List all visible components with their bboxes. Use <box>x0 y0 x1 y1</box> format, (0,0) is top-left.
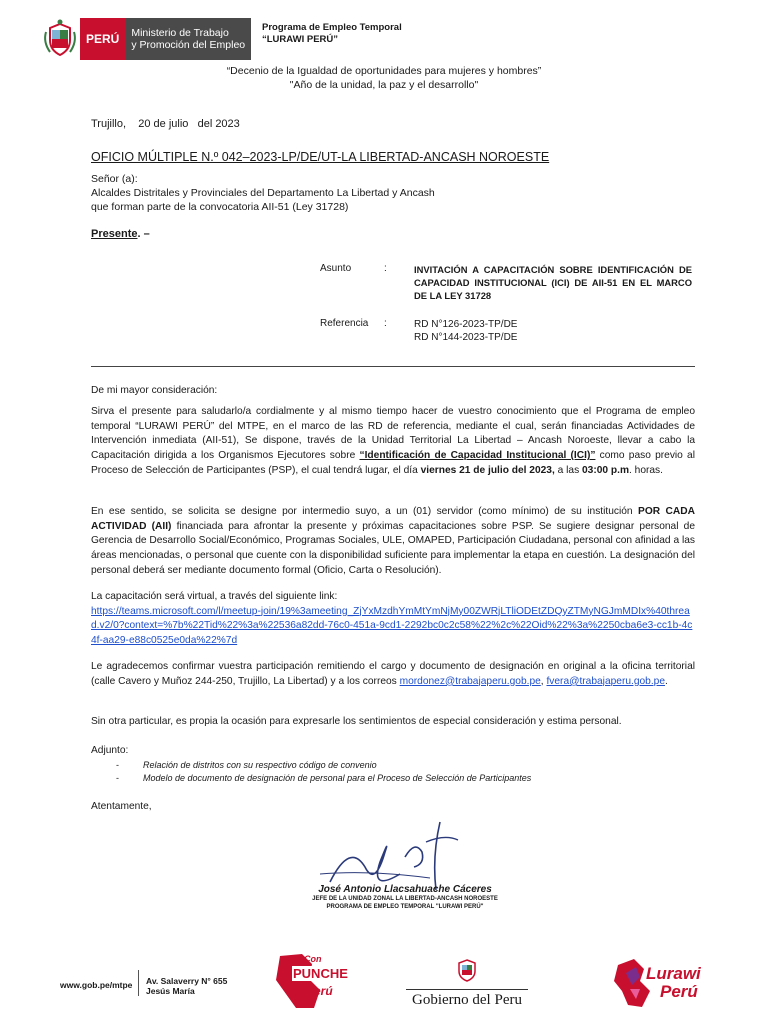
con-punche-peru-logo <box>268 950 352 1012</box>
referencia-label: Referencia <box>320 318 369 329</box>
ministry-line-2: y Promoción del Empleo <box>131 39 246 51</box>
p4-sep: , <box>540 675 547 687</box>
asunto-label: Asunto <box>320 263 352 274</box>
p4-text-a: Le agradecemos confirmar vuestra participación remitiendo el cargo y documento de designación en original a la oficina territorial (calle Cavero y Muñoz 244-250, Trujillo, La Libertad) y a los correos <box>91 661 695 687</box>
recipient-line-1: Señor (a): <box>91 173 138 185</box>
presente-suffix: . – <box>137 228 150 240</box>
email-link-2[interactable]: fvera@trabajaperu.gob.pe <box>546 675 665 687</box>
ministry-line-1: Ministerio de Trabajo <box>131 27 229 39</box>
referencia-line-1: RD N°126-2023-TP/DE <box>414 319 518 330</box>
p1-text-e: a las <box>554 464 582 476</box>
gobierno-divider <box>406 989 528 990</box>
p4-end: . <box>665 675 668 687</box>
decade-line-1: “Decenio de la Igualdad de oportunidades para mujeres y hombres” <box>226 65 542 77</box>
paragraph-5: Sin otra particular, es propia la ocasión para expresarle los sentimientos de especial consideración y estima personal. <box>91 716 622 727</box>
greeting: De mi mayor consideración: <box>91 385 218 396</box>
lurawi-line-2: Perú <box>660 982 698 1001</box>
oficio-number: OFICIO MÚLTIPLE N.º 042–2023-LP/DE/UT-LA LIBERTAD-ANCASH NOROESTE <box>91 150 550 164</box>
decade-motto <box>0 64 768 92</box>
p1-text-a: Sirva el presente para saludarlo/a cordialmente y al mismo tiempo hacer de vuestro conocimiento que el Programa de empleo temporal “LURAWI PERÚ” del MTPE, en el marco de las RD de referencia, mediante el cual, serán financiadas Actividades de Intervención inmediata (AII-51), Se dispone, través de la Unidad Territorial La Libertad – Ancash Noroeste, llevar a cabo la Capacitación dirigida a los Organismos Ejecutores sobre <box>91 406 695 462</box>
government-shield-icon <box>455 958 479 982</box>
signer-role-1: JEFE DE LA UNIDAD ZONAL LA LIBERTAD-ANCASH NOROESTE <box>312 896 498 902</box>
asunto-colon: : <box>384 263 387 274</box>
footer-address <box>146 976 227 996</box>
recipient-line-3: que forman parte de la convocatoria AII-51 (Ley 31728) <box>91 201 349 213</box>
adjunto-item-text: Modelo de documento de designación de personal para el Proceso de Selección de Participantes <box>143 772 532 783</box>
email-link-1[interactable]: mordonez@trabajaperu.gob.pe <box>399 675 541 687</box>
asunto-text: INVITACIÓN A CAPACITACIÓN SOBRE IDENTIFICACIÓN DE CAPACIDAD INSTITUCIONAL (ICI) DE AII-51 EN EL MARCO DE LA LEY 31728 <box>414 264 692 301</box>
punche-line-3: Perú <box>306 984 333 998</box>
referencia-colon: : <box>384 318 387 329</box>
program-line-2: “LURAWI PERÚ” <box>262 34 338 45</box>
teams-meeting-link[interactable]: https://teams.microsoft.com/l/meetup-join/19%3ameeting_ZjYxMzdhYmMtYmNjMy00ZWRjLTliODEtZDQyZTMyNGJmMDIx%40thread.v2/0?context=%7b%22Tid%22%3a%22536a82dd-76c0-451a-9cd1-2292bc0c2c58%22%2c%22Oid%22%3a%2250cba6e3-cc1b-4c4f-aa29-e88c0525e0da%22%7d <box>91 605 693 647</box>
adjunto-item-text: Relación de distritos con su respectivo código de convenio <box>143 759 377 770</box>
closing: Atentamente, <box>91 801 152 812</box>
footer-url[interactable]: www.gob.pe/mtpe <box>60 980 133 990</box>
ministry-logo <box>40 18 260 60</box>
p2-text-c: financiada para afrontar la presente y próximas capacitaciones sobre PSP. Se sugiere designar personal de Gerencia de Desarrollo Social/Económico, Programas Sociales, ULE, OMAPED, Participación Ciudadana, personal con afinidad a las áreas mencionadas, o personal que cuente con la disponibilidad suficiente para implementar la etapa en cuestión. La designación del personal deberá ser mediante documento formal (Oficio, Carta o Resolución). <box>91 520 695 576</box>
signer-name: José Antonio Llacsahuache Cáceres <box>318 884 492 895</box>
recipient-block <box>91 172 435 214</box>
adjunto-block <box>91 744 695 785</box>
paragraph-4 <box>91 660 695 689</box>
referencia-text <box>414 318 517 344</box>
adjunto-label: Adjunto: <box>91 745 129 756</box>
lurawi-line-1: Lurawi <box>646 964 701 983</box>
letter-date: Trujillo, 20 de julio del 2023 <box>91 118 240 130</box>
lurawi-peru-logo <box>612 955 722 1011</box>
ministry-name <box>125 18 251 60</box>
p1-time: 03:00 p.m <box>582 464 629 476</box>
p2-text-a: En ese sentido, se solicita se designe por intermedio suyo, a un (01) servidor (como mínimo) de su institución <box>91 506 639 517</box>
divider <box>91 366 695 367</box>
adjunto-dash: - <box>116 772 119 783</box>
recipient-line-2: Alcaldes Distritales y Provinciales del Departamento La Libertad y Ancash <box>91 187 435 199</box>
signer-block <box>300 884 510 911</box>
footer-address-line-2: Jesús María <box>146 986 195 996</box>
decade-line-2: "Año de la unidad, la paz y el desarrollo" <box>289 79 479 91</box>
gobierno-text: Gobierno del Peru <box>412 992 522 1008</box>
presente <box>91 228 150 240</box>
gobierno-logo <box>402 958 532 1009</box>
punche-line-2: PUNCHE <box>293 966 348 981</box>
program-name <box>262 22 402 46</box>
p1-date: viernes 21 de julio del 2023, <box>420 464 555 476</box>
p1-topic: “Identificación de Capacidad Institucional (ICI)” <box>359 450 596 462</box>
adjunto-dash: - <box>116 759 119 770</box>
coat-of-arms-icon <box>40 18 80 60</box>
p1-text-c: como paso previo al Proceso de Selección de Participantes (PSP), el cual tendrá lugar, el día <box>91 450 695 476</box>
referencia-line-2: RD N°144-2023-TP/DE <box>414 332 518 343</box>
paragraph-1 <box>91 405 695 479</box>
signer-role-2: PROGRAMA DE EMPLEO TEMPORAL "LURAWI PERÚ" <box>326 904 484 910</box>
peru-label: PERÚ <box>80 18 125 60</box>
adjunto-item <box>91 759 695 772</box>
footer-separator <box>138 970 139 996</box>
p3-intro: La capacitación será virtual, a través del siguiente link: <box>91 591 338 602</box>
p1-text-g: . horas. <box>629 464 663 476</box>
program-line-1: Programa de Empleo Temporal <box>262 22 402 33</box>
footer-address-line-1: Av. Salaverry N° 655 <box>146 976 228 986</box>
paragraph-3 <box>91 590 695 649</box>
paragraph-2 <box>91 505 695 579</box>
adjunto-item <box>91 772 695 785</box>
presente-word: Presente <box>91 228 138 240</box>
p2-emphasis: POR CADA ACTIVIDAD (AII) <box>91 506 695 532</box>
punche-line-1: Con <box>304 954 322 964</box>
